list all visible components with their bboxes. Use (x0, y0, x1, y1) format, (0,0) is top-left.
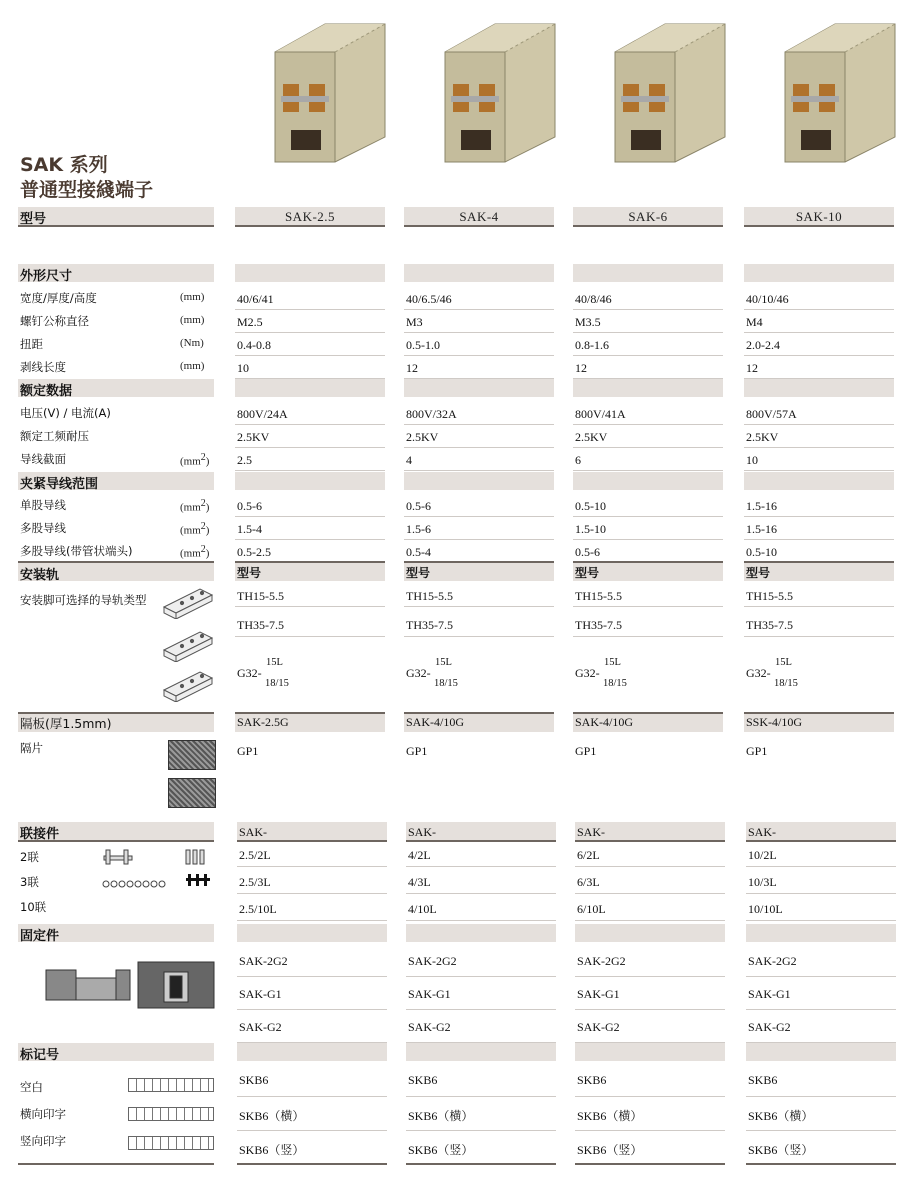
terminal-block-photo (255, 22, 387, 177)
row-rule (746, 976, 896, 977)
rail-g32-top: 15L (775, 657, 792, 668)
dimension-value: 10 (237, 361, 249, 375)
dimension-row-label: 扭距 (20, 337, 43, 351)
connector-value: 2.5/10L (239, 902, 277, 916)
row-rule (746, 866, 896, 867)
dimensions-col-band (573, 264, 723, 282)
rated-value: 2.5KV (575, 430, 608, 444)
row-rule (237, 893, 387, 894)
row-rule (237, 976, 387, 977)
rail-note: 安装脚可选择的导轨类型 (20, 593, 147, 607)
clamp-value: 0.5-4 (406, 545, 431, 559)
clamp-row-label: 多股导线 (20, 521, 66, 535)
unit-close: ) (205, 524, 210, 537)
marker-value: SKB6（竖） (239, 1143, 305, 1157)
connector-value: 4/10L (408, 902, 437, 916)
clamp-col-band (235, 472, 385, 490)
row-rule (406, 976, 556, 977)
rail-model-header: 型号 (575, 566, 600, 580)
marker-col-band (575, 1043, 725, 1061)
row-rule (235, 470, 385, 471)
marker-value: SKB6（横） (748, 1109, 814, 1123)
fixing-col-band (406, 924, 556, 942)
clamp-value: 1.5-16 (746, 499, 777, 513)
row-rule (575, 1009, 725, 1010)
connector-header: SAK- (577, 825, 606, 839)
unit-text: (mm) (180, 314, 205, 326)
row-rule (744, 309, 894, 310)
rated-value: 800V/57A (746, 407, 797, 421)
fixing-col-band (575, 924, 725, 942)
dimension-value: M3.5 (575, 315, 601, 329)
fixing-value: SAK-G1 (577, 987, 620, 1001)
dimension-row-unit (180, 291, 204, 303)
rated-title: 额定数据 (20, 384, 73, 399)
row-rule (744, 424, 894, 425)
model-name: SAK-4 (459, 209, 499, 224)
dimension-value: 12 (406, 361, 418, 375)
fixing-col-band (746, 924, 896, 942)
rail-model-header: 型号 (746, 566, 771, 580)
rail-th15: TH15-5.5 (575, 589, 622, 603)
row-rule (404, 309, 554, 310)
series-title: SAK 系列 (20, 154, 108, 176)
row-rule (404, 332, 554, 333)
fixing-col-band (237, 924, 387, 942)
model-name: SAK-10 (795, 209, 843, 224)
unit-text: (mm (180, 524, 201, 537)
clamp-value: 1.5-4 (237, 522, 262, 536)
marker-value: SKB6（横） (577, 1109, 643, 1123)
sheet-value: GP1 (406, 744, 428, 758)
connector-header: SAK- (239, 825, 268, 839)
rated-col-band (404, 379, 554, 397)
row-rule (746, 920, 896, 921)
row-rule (237, 1096, 387, 1097)
row-rule (746, 893, 896, 894)
connector-header: SAK- (748, 825, 777, 839)
connector-value: 2.5/2L (239, 848, 271, 862)
rail-g32-bottom: 18/15 (774, 678, 798, 689)
rail-th35: TH35-7.5 (406, 618, 453, 632)
row-rule (404, 470, 554, 471)
marker-value: SKB6 (408, 1073, 438, 1087)
fixing-title: 固定件 (20, 929, 60, 944)
partition-value: SAK-4/10G (406, 715, 465, 729)
model-name: SAK-6 (628, 209, 668, 224)
row-rule (573, 470, 723, 471)
fixing-value: SAK-2G2 (577, 954, 626, 968)
row-rule (235, 355, 385, 356)
din-rail-icon (160, 668, 216, 707)
row-rule (575, 920, 725, 921)
dimension-value: 12 (746, 361, 758, 375)
row-rule (573, 539, 723, 540)
dimension-value: 40/8/46 (575, 292, 612, 306)
connector-value: 6/2L (577, 848, 600, 862)
rated-row-label: 导线截面 (20, 452, 66, 466)
partition-plate-icon (168, 740, 216, 770)
connector-value: 10/2L (748, 848, 777, 862)
marker-value: SKB6（横） (239, 1109, 305, 1123)
terminal-block-photo (425, 22, 557, 177)
dimension-value: 40/6.5/46 (406, 292, 452, 306)
bottom-rule (18, 1163, 214, 1165)
row-rule (235, 332, 385, 333)
rated-value: 2.5KV (237, 430, 270, 444)
connector-value: 10/3L (748, 875, 777, 889)
dimension-value: 2.0-2.4 (746, 338, 780, 352)
rated-row-label: 电压(V) / 电流(A) (20, 406, 111, 420)
clamp-row-unit (180, 498, 209, 514)
row-rule (575, 866, 725, 867)
clamp-col-band (744, 472, 894, 490)
sheet-value: GP1 (237, 744, 259, 758)
rail-title: 安装轨 (20, 568, 60, 583)
row-rule (744, 539, 894, 540)
rail-th15: TH15-5.5 (406, 589, 453, 603)
clamp-row-unit (180, 544, 209, 560)
marker-label: 空白 (20, 1080, 43, 1094)
row-rule (235, 606, 385, 607)
sheet-value: GP1 (746, 744, 768, 758)
rated-col-band (235, 379, 385, 397)
sheet-label: 隔片 (20, 741, 43, 755)
rail-g32-top: 15L (266, 657, 283, 668)
connector-value: 10/10L (748, 902, 783, 916)
row-rule (235, 309, 385, 310)
row-rule (404, 424, 554, 425)
partition-plate-icon (168, 778, 216, 808)
clamp-col-band (573, 472, 723, 490)
rail-g32-top: 15L (604, 657, 621, 668)
rail-g32-prefix: G32- (746, 666, 771, 680)
row-rule (744, 606, 894, 607)
rail-model-header: 型号 (406, 566, 431, 580)
fixing-value: SAK-2G2 (408, 954, 457, 968)
fixing-value: SAK-G1 (408, 987, 451, 1001)
dimension-value: M3 (406, 315, 423, 329)
din-rail-icon (160, 585, 216, 624)
rail-th35: TH35-7.5 (237, 618, 284, 632)
clamp-value: 0.5-10 (575, 499, 606, 513)
dimension-value: 0.8-1.6 (575, 338, 609, 352)
marker-value: SKB6（竖） (577, 1143, 643, 1157)
marker-label: 横向印字 (20, 1107, 66, 1121)
unit-close: ) (205, 501, 210, 514)
rail-g32-bottom: 18/15 (265, 678, 289, 689)
row-rule (744, 516, 894, 517)
marker-title: 标记号 (20, 1048, 60, 1063)
rated-value: 10 (746, 453, 758, 467)
rated-col-band (573, 379, 723, 397)
rail-g32-prefix: G32- (406, 666, 431, 680)
marker-value: SKB6 (748, 1073, 778, 1087)
rated-value: 2.5 (237, 453, 252, 467)
dimensions-col-band (744, 264, 894, 282)
row-rule (575, 976, 725, 977)
row-rule (235, 636, 385, 637)
row-rule (406, 1130, 556, 1131)
fixing-value: SAK-G2 (408, 1020, 451, 1034)
dimension-row-unit (180, 360, 204, 372)
rail-th35: TH35-7.5 (746, 618, 793, 632)
clamp-value: 0.5-2.5 (237, 545, 271, 559)
marker-label: 竖向印字 (20, 1134, 66, 1148)
bottom-rule (575, 1163, 725, 1165)
bridge-2-icon (100, 848, 220, 901)
dimensions-title: 外形尺寸 (20, 269, 73, 284)
marker-value: SKB6（竖） (748, 1143, 814, 1157)
row-rule (744, 355, 894, 356)
rated-value: 2.5KV (746, 430, 779, 444)
connector-value: 4/3L (408, 875, 431, 889)
rail-th35: TH35-7.5 (575, 618, 622, 632)
superscript: 2 (200, 452, 206, 463)
row-rule (235, 539, 385, 540)
dimension-value: 0.5-1.0 (406, 338, 440, 352)
rated-value: 800V/32A (406, 407, 457, 421)
bottom-rule (406, 1163, 556, 1165)
dimension-value: 40/6/41 (237, 292, 274, 306)
marker-col-band (406, 1043, 556, 1061)
row-rule (404, 516, 554, 517)
bottom-rule (237, 1163, 387, 1165)
row-rule (406, 1009, 556, 1010)
clamp-value: 1.5-10 (575, 522, 606, 536)
marker-value: SKB6 (239, 1073, 269, 1087)
row-rule (404, 636, 554, 637)
partition-title: 隔板(厚1.5mm) (20, 716, 112, 731)
end-bracket-icon (44, 958, 224, 1023)
partition-value: SAK-2.5G (237, 715, 289, 729)
dimension-row-label: 宽度/厚度/高度 (20, 291, 97, 305)
rated-col-band (744, 379, 894, 397)
rail-th15: TH15-5.5 (237, 589, 284, 603)
connector-value: 6/3L (577, 875, 600, 889)
fixing-value: SAK-2G2 (239, 954, 288, 968)
rated-row-label: 额定工频耐压 (20, 429, 89, 443)
clamp-value: 0.5-6 (575, 545, 600, 559)
row-rule (744, 447, 894, 448)
marker-value: SKB6（竖） (408, 1143, 474, 1157)
model-label: 型号 (20, 212, 47, 227)
fixing-value: SAK-2G2 (748, 954, 797, 968)
row-rule (404, 355, 554, 356)
rated-value: 4 (406, 453, 412, 467)
unit-text: (Nm) (180, 337, 204, 349)
rated-value: 800V/41A (575, 407, 626, 421)
dimension-value: 12 (575, 361, 587, 375)
rated-value: 6 (575, 453, 581, 467)
row-rule (573, 355, 723, 356)
rail-model-header: 型号 (237, 566, 262, 580)
clamp-title: 夹紧导线范围 (20, 477, 99, 492)
row-rule (575, 893, 725, 894)
model-label-band (18, 207, 214, 227)
row-rule (573, 309, 723, 310)
row-rule (746, 1096, 896, 1097)
clamp-col-band (404, 472, 554, 490)
dimension-value: M2.5 (237, 315, 263, 329)
marker-value: SKB6（横） (408, 1109, 474, 1123)
superscript: 2 (200, 498, 206, 509)
row-rule (404, 606, 554, 607)
unit-close: ) (205, 547, 210, 560)
row-rule (406, 920, 556, 921)
row-rule (744, 636, 894, 637)
marker-col-band (237, 1043, 387, 1061)
row-rule (237, 1130, 387, 1131)
connector-title: 联接件 (20, 827, 60, 842)
rail-g32-prefix: G32- (237, 666, 262, 680)
unit-text: (mm) (180, 360, 205, 372)
partition-value: SSK-4/10G (746, 715, 803, 729)
bottom-rule (746, 1163, 896, 1165)
row-rule (575, 1096, 725, 1097)
dimension-row-label: 螺钉公称直径 (20, 314, 89, 328)
dimension-value: M4 (746, 315, 763, 329)
connector-value: 2.5/3L (239, 875, 271, 889)
dimensions-col-band (404, 264, 554, 282)
clamp-row-label: 多股导线(带管状端头) (20, 544, 133, 558)
dimension-value: 0.4-0.8 (237, 338, 271, 352)
connector-value: 6/10L (577, 902, 606, 916)
connector-label: 2联 (20, 850, 39, 864)
row-rule (573, 606, 723, 607)
row-rule (406, 1096, 556, 1097)
row-rule (237, 1009, 387, 1010)
clamp-value: 0.5-6 (237, 499, 262, 513)
marker-strip-icon (128, 1078, 214, 1092)
connector-value: 4/2L (408, 848, 431, 862)
marker-strip-icon (128, 1136, 214, 1150)
row-rule (237, 920, 387, 921)
row-rule (573, 447, 723, 448)
row-rule (406, 866, 556, 867)
series-subtitle: 普通型接綫端子 (20, 179, 154, 201)
connector-header: SAK- (408, 825, 437, 839)
unit-close: ) (205, 455, 210, 468)
row-rule (235, 447, 385, 448)
row-rule (235, 516, 385, 517)
terminal-block-photo (595, 22, 727, 177)
unit-text: (mm (180, 455, 201, 468)
row-rule (573, 636, 723, 637)
clamp-value: 1.5-6 (406, 522, 431, 536)
row-rule (404, 447, 554, 448)
row-rule (744, 470, 894, 471)
clamp-value: 0.5-6 (406, 499, 431, 513)
partition-value: SAK-4/10G (575, 715, 634, 729)
row-rule (237, 866, 387, 867)
rail-g32-bottom: 18/15 (434, 678, 458, 689)
clamp-row-unit (180, 521, 209, 537)
rail-g32-top: 15L (435, 657, 452, 668)
fixing-value: SAK-G1 (239, 987, 282, 1001)
marker-col-band (746, 1043, 896, 1061)
row-rule (406, 893, 556, 894)
connector-label: 10联 (20, 900, 47, 914)
rail-g32-prefix: G32- (575, 666, 600, 680)
unit-text: (mm (180, 501, 201, 514)
sheet-value: GP1 (575, 744, 597, 758)
clamp-value: 0.5-10 (746, 545, 777, 559)
marker-value: SKB6 (577, 1073, 607, 1087)
row-rule (575, 1130, 725, 1131)
fixing-value: SAK-G2 (748, 1020, 791, 1034)
fixing-value: SAK-G1 (748, 987, 791, 1001)
row-rule (404, 539, 554, 540)
dimension-row-label: 剥线长度 (20, 360, 66, 374)
fixing-value: SAK-G2 (239, 1020, 282, 1034)
marker-strip-icon (128, 1107, 214, 1121)
clamp-value: 1.5-16 (746, 522, 777, 536)
row-rule (746, 1130, 896, 1131)
rated-value: 2.5KV (406, 430, 439, 444)
superscript: 2 (200, 544, 206, 555)
dimension-row-unit (180, 314, 204, 326)
row-rule (235, 424, 385, 425)
row-rule (573, 332, 723, 333)
dimension-value: 40/10/46 (746, 292, 789, 306)
din-rail-icon (160, 628, 216, 667)
unit-text: (mm) (180, 291, 205, 303)
connector-label: 3联 (20, 875, 39, 889)
row-rule (573, 424, 723, 425)
model-name: SAK-2.5 (284, 209, 336, 224)
dimensions-col-band (235, 264, 385, 282)
fixing-value: SAK-G2 (577, 1020, 620, 1034)
row-rule (573, 516, 723, 517)
rail-g32-bottom: 18/15 (603, 678, 627, 689)
dimension-row-unit (180, 337, 204, 349)
row-rule (744, 332, 894, 333)
rated-row-unit (180, 452, 209, 468)
superscript: 2 (200, 521, 206, 532)
unit-text: (mm (180, 547, 201, 560)
rated-value: 800V/24A (237, 407, 288, 421)
clamp-row-label: 单股导线 (20, 498, 66, 512)
row-rule (746, 1009, 896, 1010)
rail-th15: TH15-5.5 (746, 589, 793, 603)
terminal-block-photo (765, 22, 897, 177)
